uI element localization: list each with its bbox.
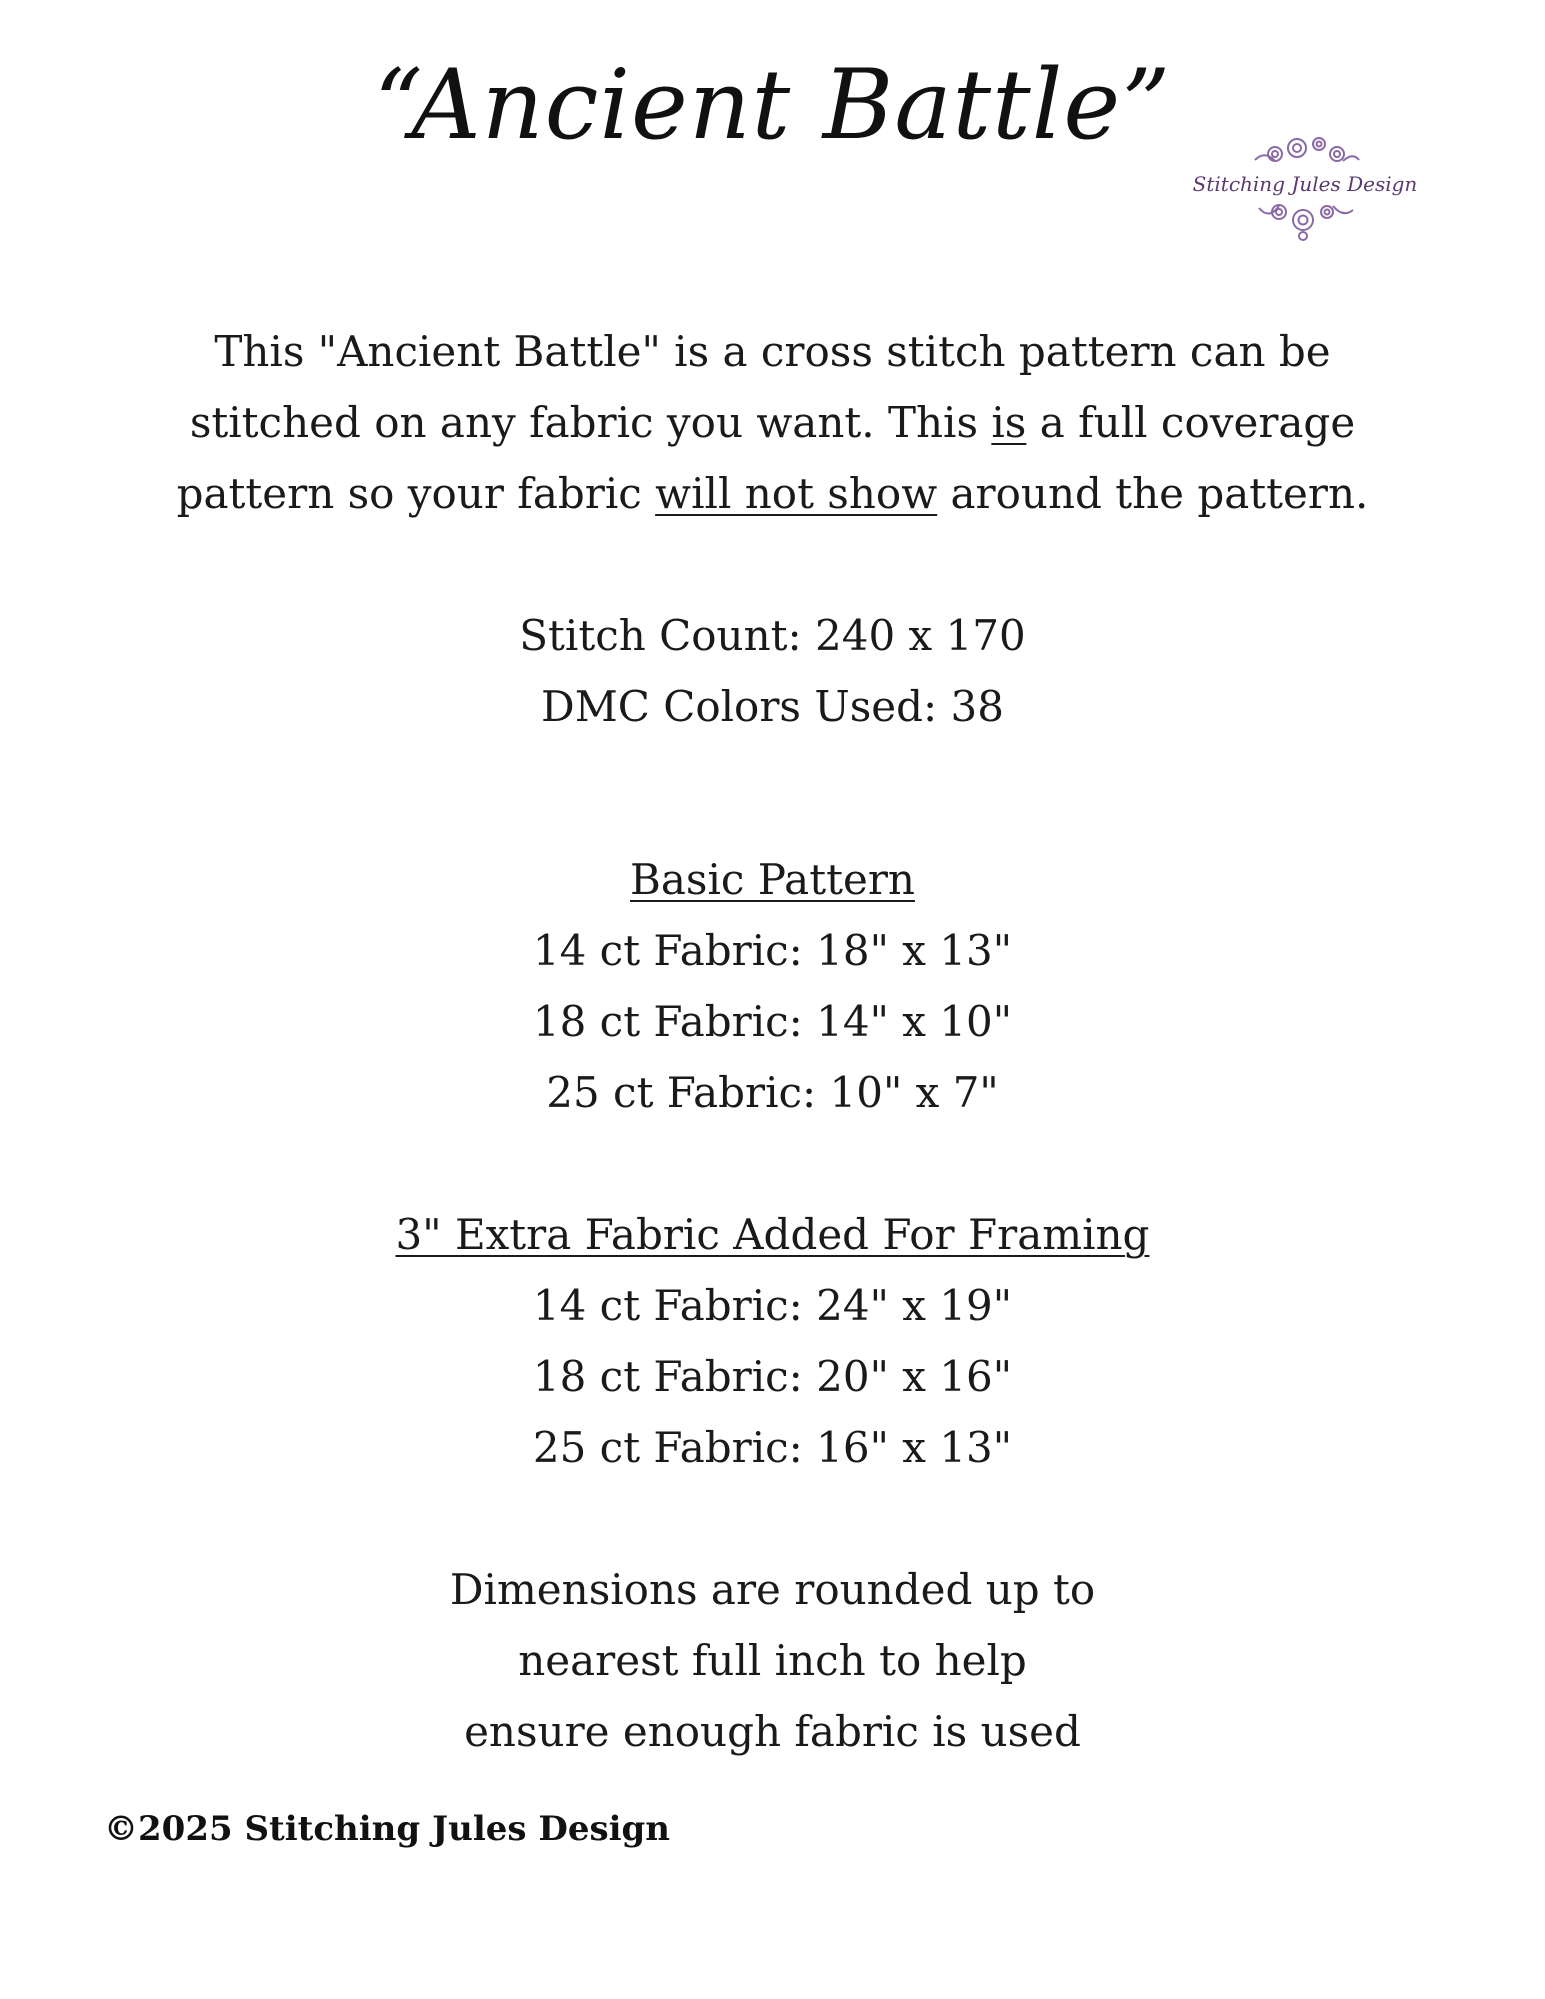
specs	[0, 600, 1545, 742]
intro-line-3-start: pattern so your fabric	[176, 469, 656, 518]
main-content	[0, 316, 1545, 1767]
basic-14ct: 14 ct Fabric: 18" x 13"	[532, 926, 1013, 975]
framing-section	[0, 1199, 1545, 1483]
logo-text: Stitching Jules Design	[1192, 172, 1418, 196]
swirl-ornament-top-icon	[1245, 130, 1365, 170]
framing-14ct: 14 ct Fabric: 24" x 19"	[532, 1281, 1013, 1330]
emphasis-will-not-show: will not show	[655, 469, 938, 518]
basic-25ct: 25 ct Fabric: 10" x 7"	[546, 1068, 999, 1117]
intro-line-3	[0, 458, 1545, 529]
copyright-footer: ©2025 Stitching Jules Design	[104, 1809, 671, 1849]
dmc-colors-used: DMC Colors Used: 38	[541, 682, 1004, 731]
note-line-2: nearest full inch to help	[518, 1636, 1027, 1685]
framing-heading: 3" Extra Fabric Added For Framing	[395, 1210, 1150, 1259]
intro-line-2-end: a full coverage	[1026, 398, 1356, 447]
intro-paragraph	[0, 316, 1545, 529]
intro-line-2-start: stitched on any fabric you want. This	[189, 398, 992, 447]
brand-logo	[1190, 130, 1420, 260]
basic-pattern-heading: Basic Pattern	[630, 855, 915, 904]
swirl-ornament-bottom-icon	[1245, 198, 1365, 242]
emphasis-is: is	[991, 398, 1027, 447]
intro-line-1: This "Ancient Battle" is a cross stitch pattern can be	[214, 327, 1331, 376]
note-line-3: ensure enough fabric is used	[464, 1707, 1081, 1756]
framing-18ct: 18 ct Fabric: 20" x 16"	[532, 1352, 1013, 1401]
intro-line-2	[0, 387, 1545, 458]
page-title: “Ancient Battle”	[373, 49, 1172, 161]
note-line-1: Dimensions are rounded up to	[449, 1565, 1096, 1614]
framing-25ct: 25 ct Fabric: 16" x 13"	[532, 1423, 1013, 1472]
stitch-count: Stitch Count: 240 x 170	[519, 611, 1026, 660]
intro-line-3-end: around the pattern.	[937, 469, 1369, 518]
rounding-note	[0, 1554, 1545, 1767]
basic-pattern-section	[0, 844, 1545, 1128]
basic-18ct: 18 ct Fabric: 14" x 10"	[532, 997, 1013, 1046]
